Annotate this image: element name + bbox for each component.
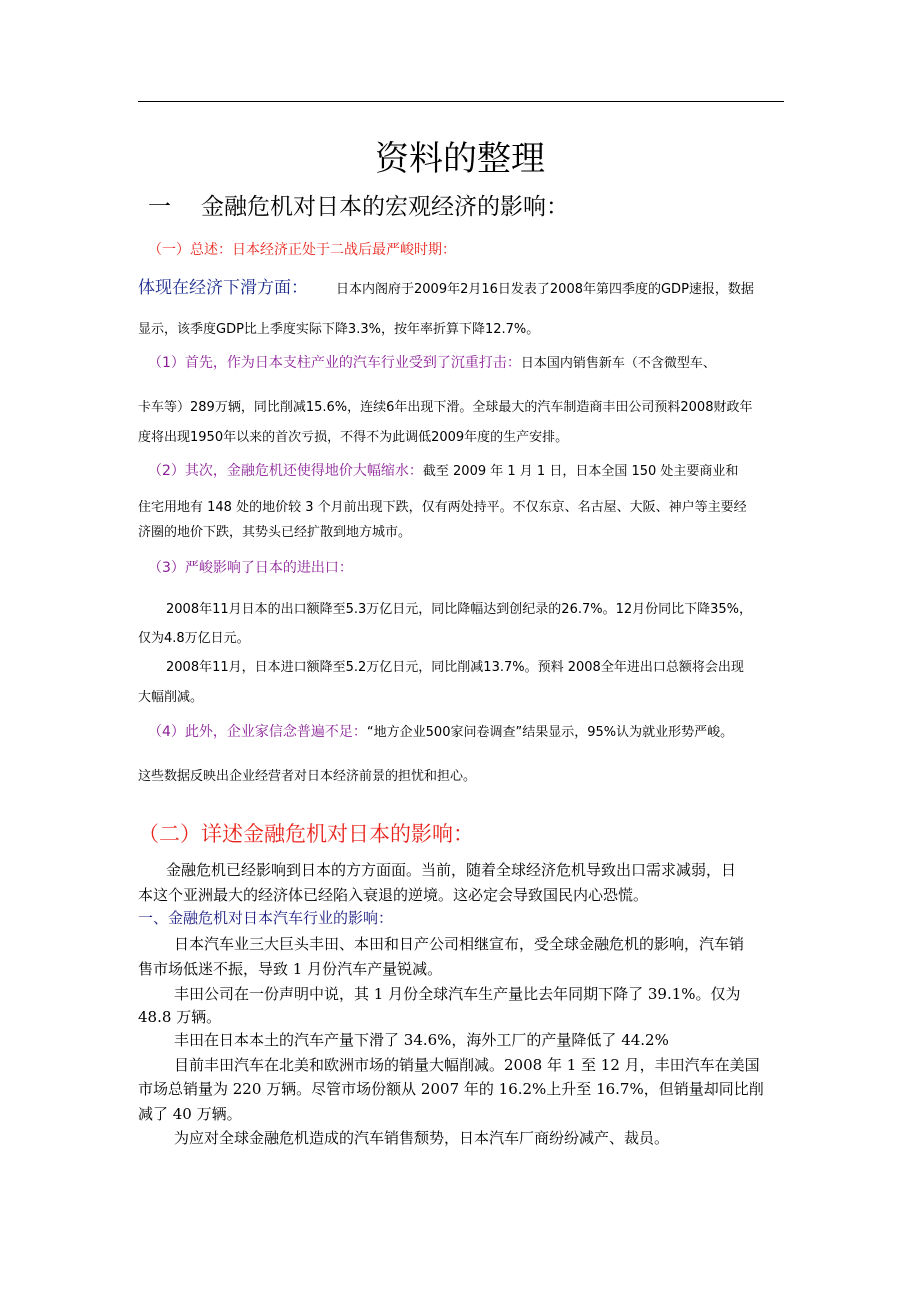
section2-intro1: 金融危机已经影响到日本的方方面面。当前，随着全球经济危机导致出口需求减弱，日 [166,861,737,879]
point3-line4: 大幅削减。 [138,690,204,705]
section1-number: 一 [148,194,171,220]
gdp-line2: 显示，该季度GDP比上季度实际下降3.3%，按年率折算下降12.7%。 [138,322,540,337]
overview-heading: （一）总述：日本经济正处于二战后最严峻时期： [148,242,456,258]
point4-text1: “地方企业500家问卷调查”结果显示，95%认为就业形势严峻。 [366,725,734,740]
point1-text1: 日本国内销售新车（不含微型车、 [520,356,716,371]
point4-line2: 这些数据反映出企业经营者对日本经济前景的担忧和担心。 [138,769,477,784]
point1-lead: （1）首先，作为日本支柱产业的汽车行业受到了沉重打击： [148,355,521,371]
section2-p4b: 市场总销量为 220 万辆。尽管市场份额从 2007 年的 16.2%上升至 16.7%，但销量却同比削 [138,1080,764,1098]
section2-p1b: 售市场低迷不振，导致 1 月份汽车产量锐减。 [138,960,443,978]
point2-lead: （2）其次，金融危机还使得地价大幅缩水： [148,463,423,479]
section2-heading: （二）详述金融危机对日本的影响： [138,822,474,846]
section2-sub1: 一、金融危机对日本汽车行业的影响： [138,909,394,927]
header-rule [138,101,784,102]
section1-heading [148,190,569,224]
point2-line3: 济圈的地价下跌，其势头已经扩散到地方城市。 [138,525,412,540]
section1-heading-text: 金融危机对日本的宏观经济的影响： [201,194,569,220]
point3-lead: （3）严峻影响了日本的进出口： [148,560,353,576]
section2-p1a: 日本汽车业三大巨头丰田、本田和日产公司相继宣布，受全球金融危机的影响，汽车销 [174,935,745,953]
point3-line1: 2008年11月日本的出口额降至5.3万亿日元，同比降幅达到创纪录的26.7%。12月份同比下降35%， [166,602,753,617]
point2-text1: 截至 2009 年 1 月 1 日，日本全国 150 处主要商业和 [422,464,739,479]
section2-p5: 为应对全球金融危机造成的汽车销售颓势，日本汽车厂商纷纷减产、裁员。 [174,1129,670,1147]
section2-p4c: 减了 40 万辆。 [138,1105,242,1123]
gdp-line1 [138,273,754,298]
gdp-lead: 体现在经济下滑方面： [138,278,308,298]
point4-lead: （4）此外，企业家信念普遍不足： [148,724,367,740]
gdp-text1: 日本内阁府于2009年2月16日发表了2008年第四季度的GDP速报，数据 [336,282,754,297]
point3-line2: 仅为4.8万亿日元。 [138,631,250,646]
section2-p4a: 目前丰田汽车在北美和欧洲市场的销量大幅削减。2008 年 1 至 12 月，丰田汽车在美国 [174,1056,760,1074]
section2-p2b: 48.8 万辆。 [138,1008,222,1026]
point3-line3: 2008年11月，日本进口额降至5.2万亿日元，同比削减13.7%。预料 2008全年进出口总额将会出现 [166,660,744,675]
section2-intro2: 本这个亚洲最大的经济体已经陷入衰退的逆境。这必定会导致国民内心恐慌。 [138,886,649,904]
section2-p3: 丰田在日本本土的汽车产量下滑了 34.6%，海外工厂的产量降低了 44.2% [174,1031,669,1049]
point2-line2: 住宅用地有 148 处的地价较 3 个月前出现下跌，仅有两处持平。不仅东京、名古屋、大阪、神户等主要经 [138,500,747,515]
point1-line3: 度将出现1950年以来的首次亏损，不得不为此调低2009年度的生产安排。 [138,430,569,445]
point4-line1 [148,721,733,741]
section2-p2a: 丰田公司在一份声明中说，其 1 月份全球汽车生产量比去年同期下降了 39.1%。仅为 [174,985,741,1003]
point2-line1 [148,460,738,480]
point1-line1 [148,352,716,372]
page-title: 资料的整理 [375,139,545,179]
point1-line2: 卡车等）289万辆，同比削减15.6%，连续6年出现下滑。全球最大的汽车制造商丰田公司预料2008财政年 [138,400,753,415]
